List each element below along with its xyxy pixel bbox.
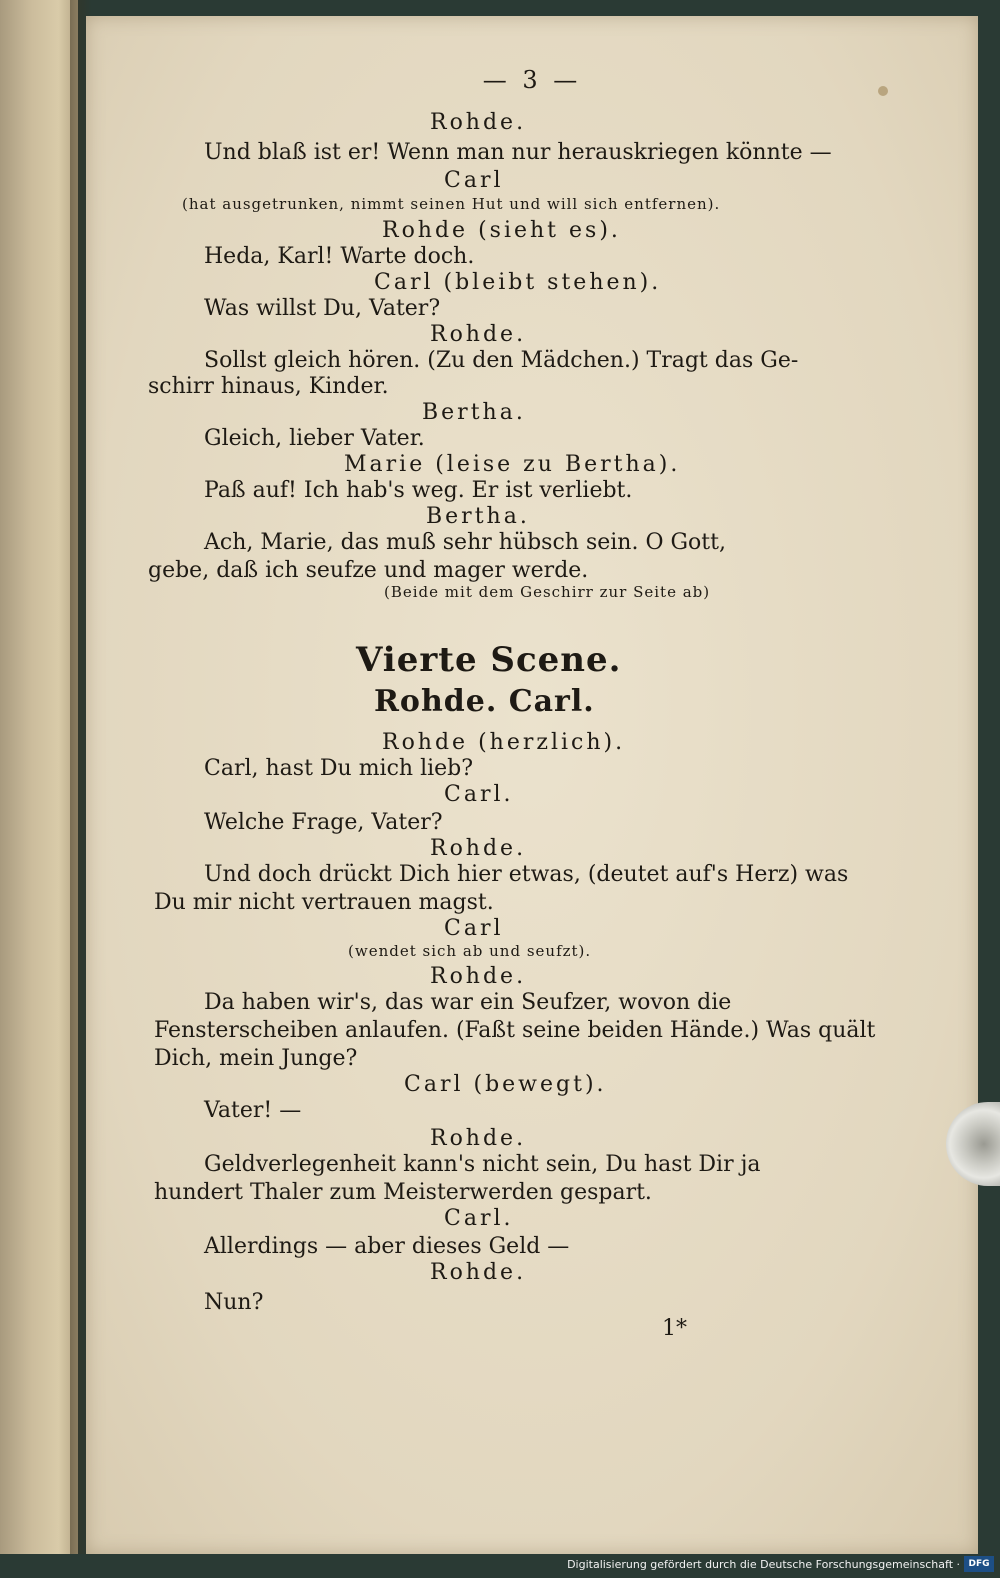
scene-characters: Rohde. Carl. [374,684,595,719]
paper-stain [878,86,888,96]
book-page [86,16,978,1554]
dialog-line: Ach, Marie, das muß sehr hübsch sein. O Gott, [204,530,726,555]
speaker-name: Rohde. [430,1260,527,1285]
dialog-line: Gleich, lieber Vater. [204,426,425,451]
speaker-name: Rohde. [430,110,527,135]
dialog-line: Carl, hast Du mich lieb? [204,756,474,781]
speaker-name: Carl. [444,1206,514,1231]
dialog-line: Was willst Du, Vater? [204,296,441,321]
dialog-line: gebe, daß ich seufze und mager werde. [148,558,589,583]
dialog-line: Paß auf! Ich hab's weg. Er ist verliebt. [204,478,633,503]
dialog-line: Dich, mein Junge? [154,1046,358,1071]
speaker-name: Rohde. [430,964,527,989]
speaker-name: Bertha. [426,504,530,529]
speaker-name: Marie (leise zu Bertha). [344,452,681,477]
stage-direction: (hat ausgetrunken, nimmt seinen Hut und will sich entfernen). [182,195,721,213]
dialog-line: Nun? [204,1290,264,1315]
page-number: — 3 — [482,66,582,94]
speaker-name: Carl. [444,782,514,807]
dialog-line: schirr hinaus, Kinder. [148,374,389,399]
dialog-line: Du mir nicht vertrauen magst. [154,890,494,915]
speaker-name: Bertha. [422,400,526,425]
stage-direction: (wendet sich ab und seufzt). [348,942,592,960]
scene-heading: Vierte Scene. [356,640,622,680]
dialog-line: Und blaß ist er! Wenn man nur herauskriegen könnte — [204,140,832,165]
speaker-name: Rohde (herzlich). [382,730,626,755]
speaker-name: Rohde. [430,322,527,347]
speaker-name: Rohde (sieht es). [382,218,621,243]
speaker-name: Carl [444,916,504,941]
dialog-line: Und doch drückt Dich hier etwas, (deutet auf's Herz) was [204,862,849,887]
dialog-line: Welche Frage, Vater? [204,810,443,835]
digitization-credit: Digitalisierung gefördert durch die Deutsche Forschungsgemeinschaft · [567,1558,960,1571]
speaker-name: Carl [444,168,504,193]
stage-direction: (Beide mit dem Geschirr zur Seite ab) [384,583,711,601]
dialog-line: Vater! — [204,1098,302,1123]
speaker-name: Carl (bleibt stehen). [374,270,662,295]
dialog-line: Geldverlegenheit kann's nicht sein, Du hast Dir ja [204,1152,761,1177]
dialog-line: Da haben wir's, das war ein Seufzer, wovon die [204,990,732,1015]
dfg-logo: DFG [964,1556,994,1572]
left-page-edge [0,0,78,1578]
speaker-name: Rohde. [430,836,527,861]
dialog-line: Sollst gleich hören. (Zu den Mädchen.) Tragt das Ge- [204,348,799,373]
signature-mark: 1* [662,1316,687,1341]
dialog-line: hundert Thaler zum Meisterwerden gespart. [154,1180,652,1205]
dialog-line: Heda, Karl! Warte doch. [204,244,475,269]
speaker-name: Carl (bewegt). [404,1072,607,1097]
speaker-name: Rohde. [430,1126,527,1151]
dialog-line: Fensterscheiben anlaufen. (Faßt seine beiden Hände.) Was quält [154,1018,876,1043]
dialog-line: Allerdings — aber dieses Geld — [204,1234,570,1259]
